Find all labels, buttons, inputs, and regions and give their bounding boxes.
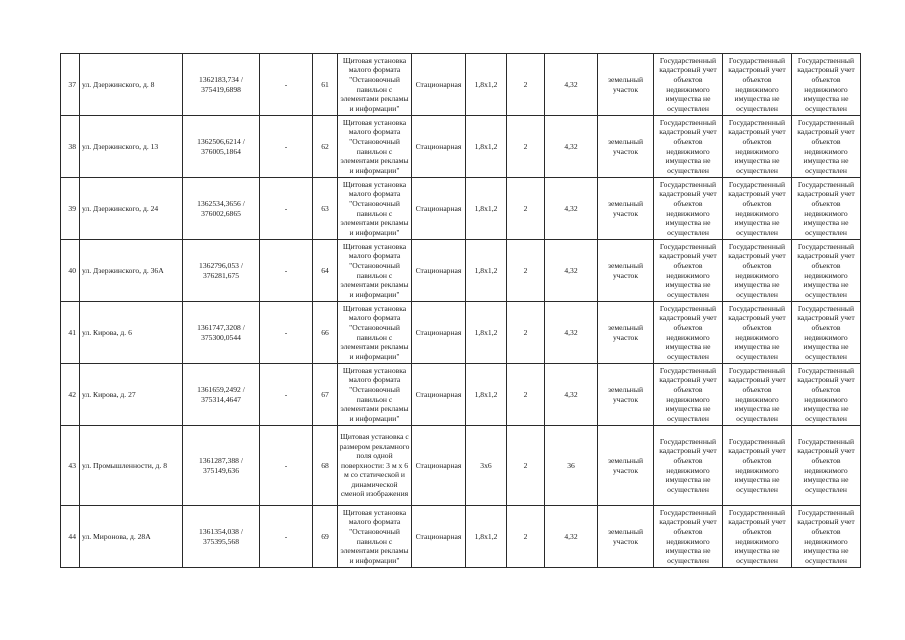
structure-id-cell: 64 — [313, 240, 338, 302]
cadastral-status-cell-2: Государственный кадастровый учет объектов недвижимого имущества не осуществлен — [723, 302, 792, 364]
size-cell: 3х6 — [466, 426, 507, 506]
cadastral-status-cell-1: Государственный кадастровый учет объектов недвижимого имущества не осуществлен — [654, 54, 723, 116]
land-type-cell: земельный участок — [598, 426, 654, 506]
address-cell: ул. Миронова, д. 28А — [80, 506, 183, 568]
area-cell: 4,32 — [545, 54, 598, 116]
area-cell: 4,32 — [545, 506, 598, 568]
empty-cell: - — [260, 302, 313, 364]
address-cell: ул. Промышленности, д. 8 — [80, 426, 183, 506]
structure-id-cell: 66 — [313, 302, 338, 364]
coordinates-cell: 1361287,388 / 375149,636 — [183, 426, 260, 506]
cadastral-status-cell-3: Государственный кадастровый учет объектов недвижимого имущества не осуществлен — [792, 240, 861, 302]
structure-id-cell: 69 — [313, 506, 338, 568]
cadastral-status-cell-1: Государственный кадастровый учет объектов недвижимого имущества не осуществлен — [654, 178, 723, 240]
sides-count-cell: 2 — [507, 116, 545, 178]
cadastral-status-cell-2: Государственный кадастровый учет объектов недвижимого имущества не осуществлен — [723, 54, 792, 116]
empty-cell: - — [260, 54, 313, 116]
land-type-cell: земельный участок — [598, 302, 654, 364]
cadastral-status-cell-3: Государственный кадастровый учет объектов недвижимого имущества не осуществлен — [792, 302, 861, 364]
installation-kind-cell: Стационарная — [412, 178, 466, 240]
empty-cell: - — [260, 364, 313, 426]
address-cell: ул. Дзержинского, д. 24 — [80, 178, 183, 240]
structure-type-cell: Щитовая установка малого формата "Остановочный павильон с элементами рекламы и информации" — [338, 116, 412, 178]
area-cell: 4,32 — [545, 178, 598, 240]
land-type-cell: земельный участок — [598, 54, 654, 116]
empty-cell: - — [260, 116, 313, 178]
sides-count-cell: 2 — [507, 426, 545, 506]
table-row — [61, 178, 861, 240]
structure-type-cell: Щитовая установка малого формата "Остановочный павильон с элементами рекламы и информации" — [338, 54, 412, 116]
row-number: 44 — [61, 506, 80, 568]
cadastral-status-cell-3: Государственный кадастровый учет объектов недвижимого имущества не осуществлен — [792, 506, 861, 568]
area-cell: 4,32 — [545, 302, 598, 364]
row-number: 40 — [61, 240, 80, 302]
cadastral-status-cell-2: Государственный кадастровый учет объектов недвижимого имущества не осуществлен — [723, 364, 792, 426]
size-cell: 1,8х1,2 — [466, 54, 507, 116]
structure-id-cell: 68 — [313, 426, 338, 506]
cadastral-status-cell-1: Государственный кадастровый учет объектов недвижимого имущества не осуществлен — [654, 302, 723, 364]
table-row — [61, 506, 861, 568]
cadastral-status-cell-3: Государственный кадастровый учет объектов недвижимого имущества не осуществлен — [792, 54, 861, 116]
structure-id-cell: 63 — [313, 178, 338, 240]
sides-count-cell: 2 — [507, 240, 545, 302]
installation-kind-cell: Стационарная — [412, 116, 466, 178]
installation-kind-cell: Стационарная — [412, 426, 466, 506]
size-cell: 1,8х1,2 — [466, 178, 507, 240]
cadastral-status-cell-1: Государственный кадастровый учет объектов недвижимого имущества не осуществлен — [654, 506, 723, 568]
installation-kind-cell: Стационарная — [412, 302, 466, 364]
land-type-cell: земельный участок — [598, 116, 654, 178]
area-cell: 4,32 — [545, 116, 598, 178]
row-number: 38 — [61, 116, 80, 178]
cadastral-status-cell-1: Государственный кадастровый учет объектов недвижимого имущества не осуществлен — [654, 116, 723, 178]
land-type-cell: земельный участок — [598, 240, 654, 302]
cadastral-status-cell-1: Государственный кадастровый учет объектов недвижимого имущества не осуществлен — [654, 364, 723, 426]
address-cell: ул. Дзержинского, д. 13 — [80, 116, 183, 178]
area-cell: 4,32 — [545, 240, 598, 302]
cadastral-status-cell-3: Государственный кадастровый учет объектов недвижимого имущества не осуществлен — [792, 178, 861, 240]
coordinates-cell: 1362796,053 / 376281,675 — [183, 240, 260, 302]
land-type-cell: земельный участок — [598, 178, 654, 240]
size-cell: 1,8х1,2 — [466, 116, 507, 178]
address-cell: ул. Кирова, д. 6 — [80, 302, 183, 364]
structure-id-cell: 67 — [313, 364, 338, 426]
sides-count-cell: 2 — [507, 364, 545, 426]
area-cell: 36 — [545, 426, 598, 506]
cadastral-status-cell-2: Государственный кадастровый учет объектов недвижимого имущества не осуществлен — [723, 506, 792, 568]
sides-count-cell: 2 — [507, 54, 545, 116]
row-number: 41 — [61, 302, 80, 364]
sides-count-cell: 2 — [507, 178, 545, 240]
table-row — [61, 364, 861, 426]
structure-type-cell: Щитовая установка малого формата "Остановочный павильон с элементами рекламы и информации" — [338, 240, 412, 302]
row-number: 37 — [61, 54, 80, 116]
size-cell: 1,8х1,2 — [466, 506, 507, 568]
coordinates-cell: 1362534,3656 / 376002,6865 — [183, 178, 260, 240]
sides-count-cell: 2 — [507, 506, 545, 568]
coordinates-cell: 1361747,3208 / 375300,0544 — [183, 302, 260, 364]
structure-id-cell: 62 — [313, 116, 338, 178]
table-row — [61, 240, 861, 302]
empty-cell: - — [260, 506, 313, 568]
empty-cell: - — [260, 178, 313, 240]
structure-type-cell: Щитовая установка с размером рекламного поля одной поверхности: 3 м х 6 м со статической и динамической сменой изображения — [338, 426, 412, 506]
coordinates-cell: 1362183,734 / 375419,6898 — [183, 54, 260, 116]
address-cell: ул. Дзержинского, д. 8 — [80, 54, 183, 116]
row-number: 42 — [61, 364, 80, 426]
coordinates-cell: 1361659,2492 / 375314,4647 — [183, 364, 260, 426]
row-number: 39 — [61, 178, 80, 240]
cadastral-status-cell-1: Государственный кадастровый учет объектов недвижимого имущества не осуществлен — [654, 240, 723, 302]
cadastral-status-cell-3: Государственный кадастровый учет объектов недвижимого имущества не осуществлен — [792, 116, 861, 178]
cadastral-status-cell-3: Государственный кадастровый учет объектов недвижимого имущества не осуществлен — [792, 426, 861, 506]
table-row — [61, 116, 861, 178]
address-cell: ул. Дзержинского, д. 36А — [80, 240, 183, 302]
structure-type-cell: Щитовая установка малого формата "Остановочный павильон с элементами рекламы и информации" — [338, 178, 412, 240]
empty-cell: - — [260, 426, 313, 506]
structure-type-cell: Щитовая установка малого формата "Остановочный павильон с элементами рекламы и информации" — [338, 364, 412, 426]
table-row — [61, 426, 861, 506]
installation-kind-cell: Стационарная — [412, 364, 466, 426]
address-cell: ул. Кирова, д. 27 — [80, 364, 183, 426]
installation-kind-cell: Стационарная — [412, 240, 466, 302]
size-cell: 1,8х1,2 — [466, 364, 507, 426]
area-cell: 4,32 — [545, 364, 598, 426]
coordinates-cell: 1362506,6214 / 376005,1864 — [183, 116, 260, 178]
structure-type-cell: Щитовая установка малого формата "Остановочный павильон с элементами рекламы и информации" — [338, 302, 412, 364]
land-type-cell: земельный участок — [598, 506, 654, 568]
structure-type-cell: Щитовая установка малого формата "Остановочный павильон с элементами рекламы и информации" — [338, 506, 412, 568]
installation-kind-cell: Стационарная — [412, 54, 466, 116]
cadastral-status-cell-1: Государственный кадастровый учет объектов недвижимого имущества не осуществлен — [654, 426, 723, 506]
cadastral-status-cell-2: Государственный кадастровый учет объектов недвижимого имущества не осуществлен — [723, 426, 792, 506]
installation-kind-cell: Стационарная — [412, 506, 466, 568]
sides-count-cell: 2 — [507, 302, 545, 364]
structure-id-cell: 61 — [313, 54, 338, 116]
table-row — [61, 302, 861, 364]
cadastral-status-cell-2: Государственный кадастровый учет объектов недвижимого имущества не осуществлен — [723, 116, 792, 178]
cadastral-status-cell-2: Государственный кадастровый учет объектов недвижимого имущества не осуществлен — [723, 240, 792, 302]
advertising-structures-table — [60, 53, 861, 568]
cadastral-status-cell-3: Государственный кадастровый учет объектов недвижимого имущества не осуществлен — [792, 364, 861, 426]
coordinates-cell: 1361354,038 / 375395,568 — [183, 506, 260, 568]
empty-cell: - — [260, 240, 313, 302]
land-type-cell: земельный участок — [598, 364, 654, 426]
table-row — [61, 54, 861, 116]
row-number: 43 — [61, 426, 80, 506]
size-cell: 1,8х1,2 — [466, 302, 507, 364]
size-cell: 1,8х1,2 — [466, 240, 507, 302]
cadastral-status-cell-2: Государственный кадастровый учет объектов недвижимого имущества не осуществлен — [723, 178, 792, 240]
